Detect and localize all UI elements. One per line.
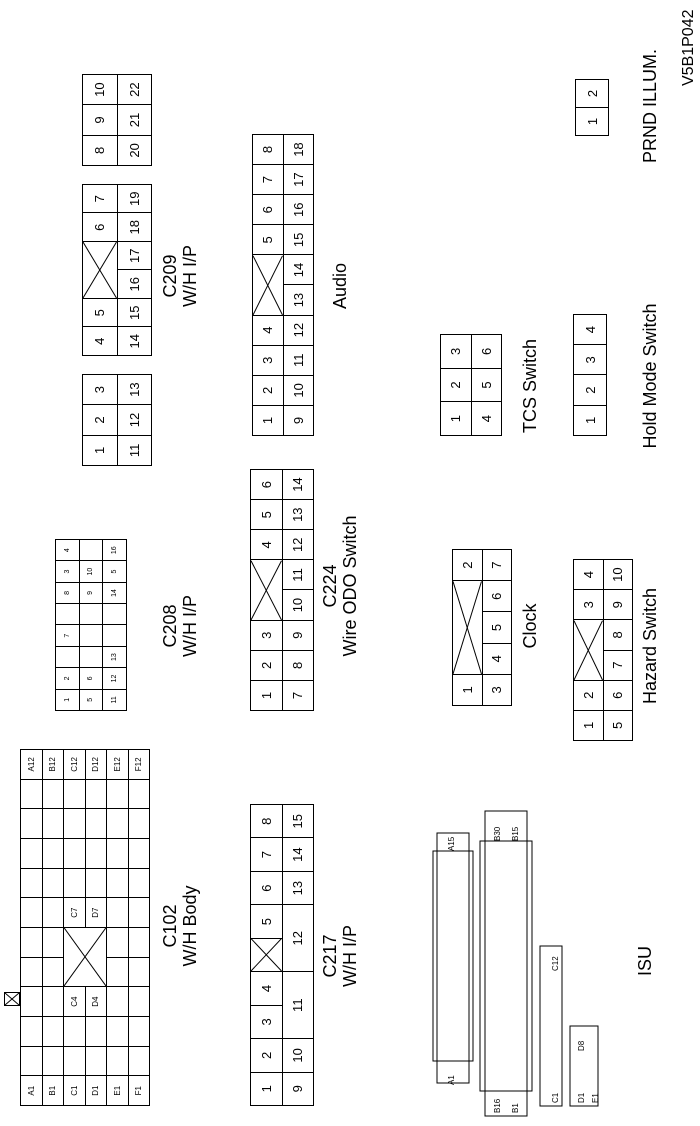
- pin-cell: 10: [283, 1039, 314, 1071]
- pin-cell: 8: [283, 651, 314, 680]
- pin-cell: 9: [283, 1073, 314, 1105]
- pin-cell: 9: [284, 406, 314, 435]
- pin-cell: 14: [283, 470, 314, 499]
- isu-e1: E1: [591, 1093, 600, 1103]
- pin-cell: 5: [103, 561, 126, 581]
- pin-cell: 2: [251, 651, 282, 680]
- pin-cell: 3: [251, 1006, 282, 1038]
- pin-cell: D4: [86, 987, 107, 1016]
- pin-cell: 1: [251, 681, 282, 710]
- pin-cell: [21, 898, 42, 927]
- pin-cell: [129, 928, 150, 957]
- pin-cell: 8: [604, 620, 633, 649]
- pin-cell: [107, 809, 128, 838]
- pin-cell: 8: [253, 135, 283, 164]
- pin-cell: 12: [118, 405, 152, 434]
- pin-cell: [64, 809, 85, 838]
- pin-cell: [107, 780, 128, 809]
- pin-cell: B1: [43, 1076, 64, 1105]
- label-hazard: Hazard Switch: [640, 587, 660, 705]
- pin-cell: [107, 839, 128, 868]
- pin-cell: 3: [574, 345, 606, 374]
- pin-cell: 18: [118, 214, 152, 242]
- pin-cell: 18: [284, 135, 314, 164]
- c209-sub: W/H I/P: [180, 245, 200, 307]
- c102-latch: [4, 992, 20, 1006]
- pin-cell: [129, 1047, 150, 1076]
- pin-cell: 13: [283, 500, 314, 529]
- pin-cell: D1: [86, 1076, 107, 1105]
- pin-cell: [129, 839, 150, 868]
- pin-cell: [129, 809, 150, 838]
- pin-cell: 4: [251, 972, 282, 1004]
- pin-cell: [43, 958, 64, 987]
- pin-cell: [56, 647, 79, 667]
- blank-x-cell: [574, 620, 603, 679]
- blank-x-cell: [251, 560, 282, 619]
- pin-cell: 1: [574, 406, 606, 435]
- pin-cell: 6: [83, 214, 117, 242]
- pin-cell: [21, 809, 42, 838]
- isu-b30: B30: [493, 826, 502, 841]
- pin-cell: 10: [283, 591, 314, 620]
- pin-cell: [103, 626, 126, 646]
- pin-cell: 15: [118, 299, 152, 327]
- pin-cell: [129, 780, 150, 809]
- pin-cell: [64, 839, 85, 868]
- isu-a15: A15: [447, 836, 456, 851]
- pin-cell: 14: [103, 583, 126, 603]
- blank-x-cell: [83, 242, 117, 298]
- label-clock: Clock: [520, 603, 540, 649]
- pin-cell: B12: [43, 750, 64, 779]
- blank-x-cell: [453, 581, 482, 674]
- pin-cell: 3: [483, 675, 512, 705]
- connector-prnd: [575, 79, 609, 136]
- connector-hazard: [573, 559, 633, 741]
- pin-cell: 4: [83, 328, 117, 356]
- pin-cell: F1: [129, 1076, 150, 1105]
- label-c217: [320, 886, 360, 1026]
- connector-c209-g1: [82, 374, 152, 466]
- pin-cell: 3: [83, 375, 117, 404]
- connector-c224: [250, 469, 314, 711]
- isu-d1: D1: [577, 1092, 586, 1103]
- pin-cell: 2: [441, 369, 471, 402]
- pin-cell: 1: [83, 436, 117, 465]
- pin-cell: 12: [284, 316, 314, 345]
- pin-cell: [107, 898, 128, 927]
- pin-cell: 3: [251, 621, 282, 650]
- pin-cell: [86, 780, 107, 809]
- pin-cell: 13: [103, 647, 126, 667]
- pin-cell: 1: [574, 711, 603, 740]
- pin-cell: [43, 1047, 64, 1076]
- pin-cell: F12: [129, 750, 150, 779]
- c102-sub: W/H Body: [180, 885, 200, 967]
- pin-cell: [129, 958, 150, 987]
- pin-cell: D12: [86, 750, 107, 779]
- pin-cell: [129, 898, 150, 927]
- pin-cell: [80, 626, 103, 646]
- pin-cell: 4: [253, 316, 283, 345]
- label-c208: [160, 556, 200, 696]
- pin-cell: 10: [83, 75, 117, 104]
- pin-cell: [21, 780, 42, 809]
- pin-cell: C7: [64, 898, 85, 927]
- pin-cell: [80, 540, 103, 560]
- pin-cell: A12: [21, 750, 42, 779]
- pin-cell: 6: [251, 872, 282, 904]
- c224-sub: Wire ODO Switch: [340, 515, 360, 657]
- isu-b1: B1: [511, 1103, 520, 1113]
- pin-cell: [43, 898, 64, 927]
- pin-cell: [43, 839, 64, 868]
- pin-cell: 6: [472, 335, 502, 368]
- pin-cell: 5: [80, 690, 103, 710]
- label-c209: [160, 206, 200, 346]
- pin-cell: 2: [83, 405, 117, 434]
- pin-cell: 1: [251, 1073, 282, 1105]
- pin-cell: 2: [453, 550, 482, 580]
- pin-cell: 2: [56, 668, 79, 688]
- pin-cell: 3: [441, 335, 471, 368]
- c208-name: C208: [160, 604, 180, 648]
- label-audio: Audio: [330, 262, 350, 310]
- pin-cell: [86, 839, 107, 868]
- pin-cell: 5: [83, 299, 117, 327]
- pin-cell: [21, 1017, 42, 1046]
- pin-cell: [86, 809, 107, 838]
- pin-cell: 6: [604, 681, 633, 710]
- pin-cell: 1: [453, 675, 482, 705]
- pin-cell: 11: [118, 436, 152, 465]
- pin-cell: 4: [56, 540, 79, 560]
- label-hold: Hold Mode Switch: [640, 303, 660, 449]
- pin-cell: 6: [251, 470, 282, 499]
- connector-c217: [250, 804, 314, 1106]
- pin-cell: E1: [107, 1076, 128, 1105]
- pin-cell: 2: [253, 376, 283, 405]
- pin-cell: 2: [576, 80, 608, 107]
- pin-cell: [64, 1017, 85, 1046]
- pin-cell: 14: [118, 328, 152, 356]
- c224-name: C224: [320, 564, 340, 608]
- blank-x-cell: [251, 939, 282, 971]
- pin-cell: 4: [472, 402, 502, 435]
- pin-cell: 5: [251, 500, 282, 529]
- pin-cell: [21, 958, 42, 987]
- label-isu: ISU: [635, 946, 655, 977]
- pin-cell: [21, 928, 42, 957]
- pin-cell: [80, 604, 103, 624]
- pin-cell: [103, 604, 126, 624]
- pin-cell: [21, 1047, 42, 1076]
- pin-cell: 11: [103, 690, 126, 710]
- pin-cell: 20: [118, 136, 152, 165]
- pin-cell: 13: [283, 872, 314, 904]
- pin-cell: 8: [251, 805, 282, 837]
- pin-cell: 7: [253, 165, 283, 194]
- label-prnd: PRND ILLUM.: [640, 48, 660, 164]
- pin-cell: 3: [56, 561, 79, 581]
- pin-cell: 15: [283, 805, 314, 837]
- pin-cell: D7: [86, 898, 107, 927]
- pin-cell: 12: [103, 668, 126, 688]
- blank-x-cell: [253, 255, 283, 314]
- label-c102: [160, 856, 200, 996]
- blank-x-cell: [64, 928, 106, 986]
- pin-cell: 1: [576, 108, 608, 135]
- pin-cell: 1: [56, 690, 79, 710]
- connector-isu: [430, 791, 675, 1121]
- pin-cell: [56, 604, 79, 624]
- pin-cell: 4: [574, 560, 603, 589]
- pin-cell: [64, 1047, 85, 1076]
- pin-cell: 17: [118, 242, 152, 270]
- pin-cell: 9: [83, 105, 117, 134]
- pin-cell: 8: [56, 583, 79, 603]
- pin-cell: 7: [83, 185, 117, 213]
- connector-c209-g2: [82, 184, 152, 356]
- pin-cell: 21: [118, 105, 152, 134]
- pin-cell: [21, 839, 42, 868]
- pin-cell: 6: [80, 668, 103, 688]
- pin-cell: [129, 869, 150, 898]
- pin-cell: 13: [284, 286, 314, 315]
- pin-cell: 7: [283, 681, 314, 710]
- pin-cell: [107, 958, 128, 987]
- pin-cell: 12: [283, 905, 314, 971]
- pin-cell: 4: [483, 644, 512, 674]
- pin-cell: 7: [56, 626, 79, 646]
- pin-cell: 2: [251, 1039, 282, 1071]
- pin-cell: 2: [574, 681, 603, 710]
- pin-cell: [43, 1017, 64, 1046]
- pin-cell: 4: [574, 315, 606, 344]
- pin-cell: [43, 809, 64, 838]
- pin-cell: 2: [574, 376, 606, 405]
- pin-cell: [43, 869, 64, 898]
- c217-name: C217: [320, 934, 340, 978]
- connector-tcs: [440, 334, 502, 436]
- pin-cell: 1: [253, 406, 283, 435]
- connector-c102: [20, 749, 150, 1106]
- c102-name: C102: [160, 904, 180, 948]
- c217-sub: W/H I/P: [340, 925, 360, 987]
- pin-cell: 22: [118, 75, 152, 104]
- pin-cell: 10: [80, 561, 103, 581]
- pin-cell: [107, 1017, 128, 1046]
- pin-cell: C12: [64, 750, 85, 779]
- pin-cell: [80, 647, 103, 667]
- drawing-code: V5B1P042: [680, 9, 697, 86]
- pin-cell: 7: [483, 550, 512, 580]
- c208-sub: W/H I/P: [180, 595, 200, 657]
- pin-cell: 6: [253, 195, 283, 224]
- pin-cell: 5: [251, 905, 282, 937]
- pin-cell: C1: [64, 1076, 85, 1105]
- pin-cell: 5: [253, 225, 283, 254]
- pin-cell: A1: [21, 1076, 42, 1105]
- pin-cell: [107, 1047, 128, 1076]
- pin-cell: 5: [604, 711, 633, 740]
- pin-cell: 1: [441, 402, 471, 435]
- pin-cell: 14: [284, 255, 314, 284]
- pin-cell: [129, 1017, 150, 1046]
- isu-d8: D8: [577, 1040, 586, 1051]
- pin-cell: 10: [284, 376, 314, 405]
- pin-cell: 10: [604, 560, 633, 589]
- pin-cell: 4: [251, 530, 282, 559]
- pin-cell: [43, 780, 64, 809]
- pin-cell: [43, 987, 64, 1016]
- connector-c209-g3: [82, 74, 152, 166]
- pin-cell: 3: [253, 346, 283, 375]
- isu-b16: B16: [493, 1098, 502, 1113]
- pin-cell: 19: [118, 185, 152, 213]
- pin-cell: 12: [283, 530, 314, 559]
- c209-name: C209: [160, 254, 180, 298]
- pin-cell: 6: [483, 581, 512, 611]
- pin-cell: [64, 780, 85, 809]
- pin-cell: 15: [284, 225, 314, 254]
- label-c224: [320, 486, 360, 686]
- pin-cell: [21, 987, 42, 1016]
- pin-cell: 17: [284, 165, 314, 194]
- pin-cell: 9: [283, 621, 314, 650]
- pin-cell: [64, 869, 85, 898]
- pin-cell: 14: [283, 838, 314, 870]
- pin-cell: 16: [118, 271, 152, 299]
- label-tcs: TCS Switch: [520, 338, 540, 434]
- pin-cell: 9: [604, 590, 633, 619]
- pin-cell: [86, 869, 107, 898]
- isu-a1: A1: [447, 1075, 456, 1085]
- pin-cell: [107, 987, 128, 1016]
- pin-cell: [21, 869, 42, 898]
- pin-cell: 11: [284, 346, 314, 375]
- pin-cell: 11: [283, 972, 314, 1038]
- isu-c12: C12: [551, 956, 560, 971]
- pin-cell: 16: [284, 195, 314, 224]
- connector-clock: [452, 549, 512, 706]
- pin-cell: 13: [118, 375, 152, 404]
- pin-cell: [107, 869, 128, 898]
- pin-cell: [43, 928, 64, 957]
- pin-cell: [107, 928, 128, 957]
- pin-cell: 16: [103, 540, 126, 560]
- pin-cell: [86, 1047, 107, 1076]
- pin-cell: 7: [251, 838, 282, 870]
- pin-cell: 7: [604, 651, 633, 680]
- pin-cell: [86, 1017, 107, 1046]
- pin-cell: 5: [472, 369, 502, 402]
- pin-cell: [129, 987, 150, 1016]
- pin-cell: 8: [83, 136, 117, 165]
- pin-cell: 11: [283, 560, 314, 589]
- pin-cell: E12: [107, 750, 128, 779]
- isu-b15: B15: [511, 826, 520, 841]
- pin-cell: 3: [574, 590, 603, 619]
- connector-audio: [252, 134, 314, 436]
- connector-c208: [55, 539, 127, 711]
- connector-hold: [573, 314, 607, 436]
- pin-cell: 5: [483, 612, 512, 642]
- isu-c1: C1: [551, 1092, 560, 1103]
- pin-cell: 9: [80, 583, 103, 603]
- pin-cell: C4: [64, 987, 85, 1016]
